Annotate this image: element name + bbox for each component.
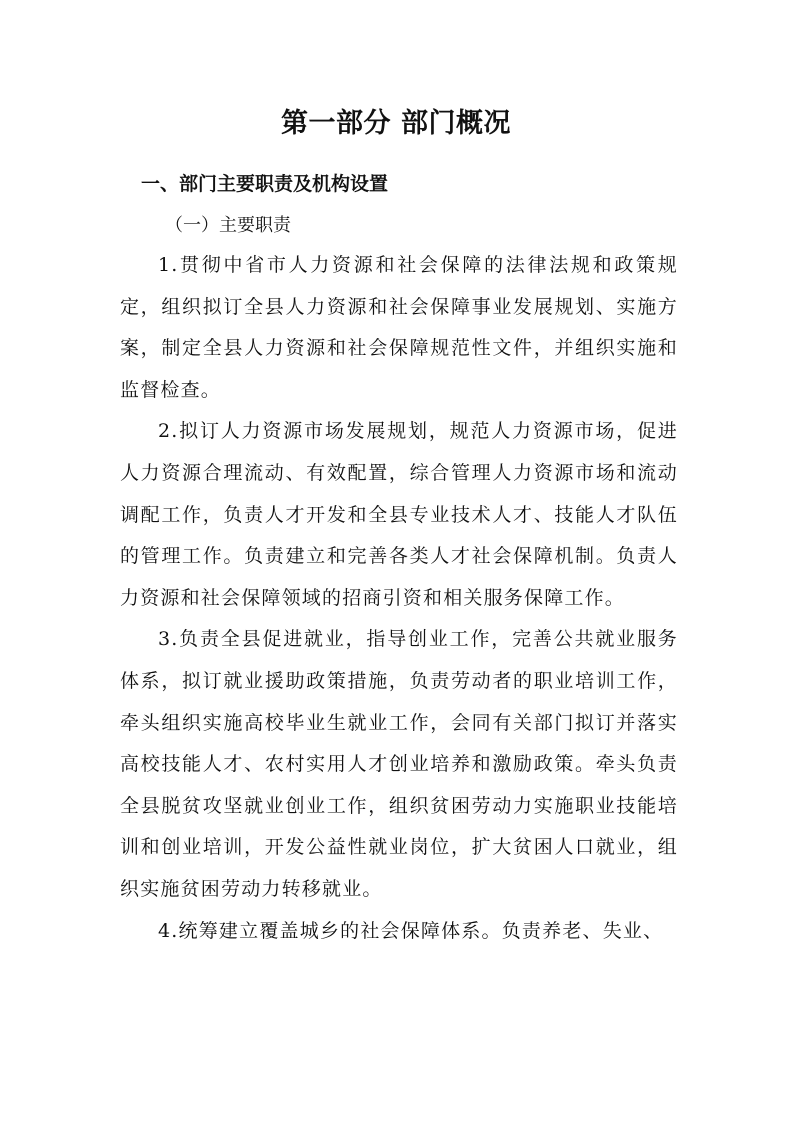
paragraph-4: 4.统筹建立覆盖城乡的社会保障体系。负责养老、失业、 <box>158 919 664 942</box>
page-title: 第一部分 部门概况 <box>281 108 511 139</box>
paragraph-1: 1.贯彻中省市人力资源和社会保障的法律法规和政策规定，组织拟订全县人力资源和社会保障事业发展规划、实施方案，制定全县人力资源和社会保障规范性文件，并组织实施和监督检查。 <box>120 254 678 401</box>
paragraph-2: 2.拟订人力资源市场发展规划，规范人力资源市场，促进人力资源合理流动、有效配置，综合管理人力资源市场和流动调配工作，负责人才开发和全县专业技术人才、技能人才队伍的管理工作。负责建立和完善各类人才社会保障机制。负责人力资源和社会保障领域的招商引资和相关服务保障工作。 <box>120 420 678 609</box>
body-text <box>120 245 678 952</box>
section-heading: 一、部门主要职责及机构设置 <box>141 173 389 195</box>
subsection-heading: （一）主要职责 <box>165 215 291 236</box>
paragraph-3: 3.负责全县促进就业，指导创业工作，完善公共就业服务体系，拟订就业援助政策措施，负责劳动者的职业培训工作，牵头组织实施高校毕业生就业工作，会同有关部门拟订并落实高校技能人才、农村实用人才创业培养和激励政策。牵头负责全县脱贫攻坚就业创业工作，组织贫困劳动力实施职业技能培训和创业培训，开发公益性就业岗位，扩大贫困人口就业，组织实施贫困劳动力转移就业。 <box>120 628 678 900</box>
